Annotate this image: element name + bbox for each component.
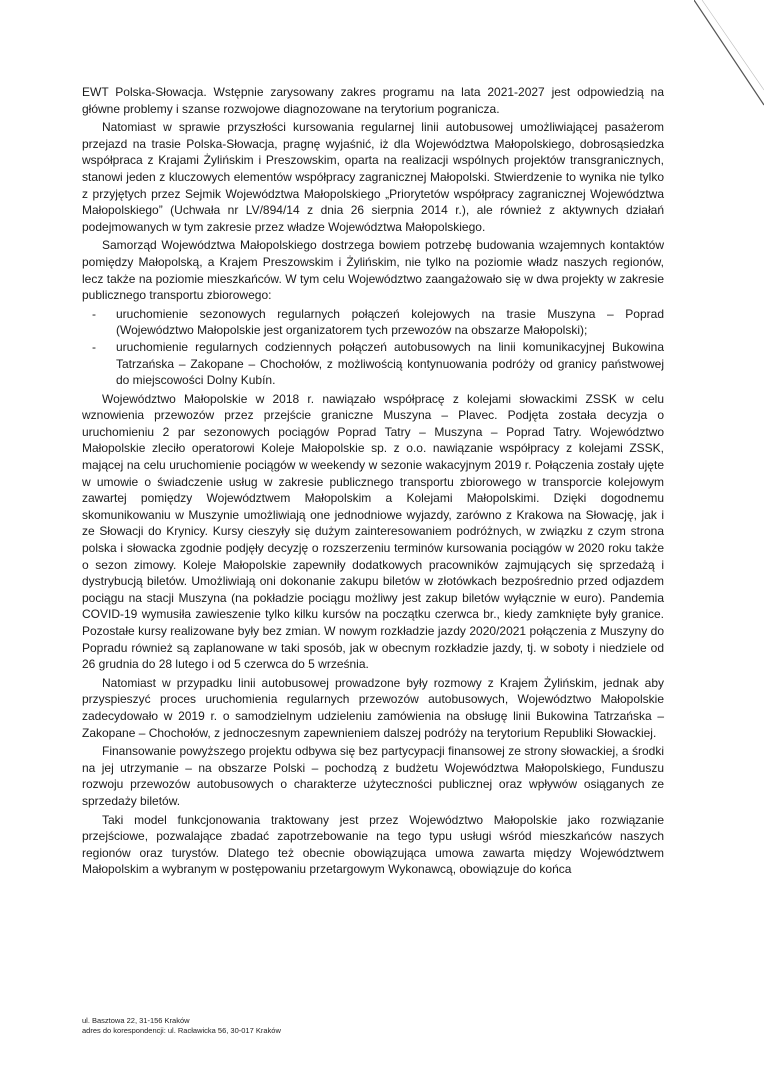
footer-address xyxy=(82,1016,281,1036)
paragraph: Samorząd Województwa Małopolskiego dostrzega bowiem potrzebę budowania wzajemnych kontaktów pomiędzy Małopolską, a Krajem Preszowskim i Żylińskim, nie tylko na poziomie władz naszych regionów, lecz także na poziomie mieszkańców. W tym celu Województwo zaangażowało się w dwa projekty w zakresie publicznego transportu zbiorowego: xyxy=(82,238,664,303)
bullet-dash: - xyxy=(92,339,96,354)
paragraph: Finansowanie powyższego projektu odbywa się bez partycypacji finansowej ze strony słowackiej, a środki na jej utrzymanie – na obszarze Polski – pochodzą z budżetu Województwa Małopolskiego, Funduszu rozwoju przewozów autobusowych o charakterze użyteczności publicznej oraz wpływów osiąganych ze sprzedaży biletów. xyxy=(82,744,664,808)
bullet-item xyxy=(82,306,664,339)
bullet-item xyxy=(82,339,664,389)
paragraph: Taki model funkcjonowania traktowany jest przez Województwo Małopolskie jako rozwiązanie przejściowe, pozwalające zbadać zapotrzebowanie na tego typu usługi wśród mieszkańców naszych regionów oraz turystów. Dlatego też obecnie obowiązująca umowa zawarta między Województwem Małopolskim a wybranym w postępowaniu przetargowym Wykonawcą, obowiązuje do końca xyxy=(82,812,664,877)
bullet-text: uruchomienie sezonowych regularnych połączeń kolejowych na trasie Muszyna – Poprad (Województwo Małopolskie jest organizatorem tych przewozów na obszarze Małopolski); xyxy=(116,306,664,338)
bullet-dash: - xyxy=(92,306,96,321)
footer-line: ul. Basztowa 22, 31-156 Kraków xyxy=(82,1016,190,1025)
paragraph: EWT Polska-Słowacja. Wstępnie zarysowany zakres programu na lata 2021-2027 jest odpowiedzią na główne problemy i szanse rozwojowe diagnozowane na terytorium pogranicza. xyxy=(82,85,664,116)
bullet-text: uruchomienie regularnych codziennych połączeń autobusowych na linii komunikacyjnej Bukowina Tatrzańska – Zakopane – Chochołów, z możliwością kontynuowania podróży od granicy państwowej do miejscowości Dolny Kubín. xyxy=(116,339,664,388)
bullet-list xyxy=(82,306,664,389)
paragraph: Natomiast w przypadku linii autobusowej prowadzone były rozmowy z Krajem Żylińskim, jednak aby przyspieszyć proces uruchomienia regularnych przewozów autobusowych, Województwo Małopolskie zadecydowało w 2019 r. o samodzielnym udzieleniu zamówienia na obsługę linii Bukowina Tatrzańska – Zakopane – Chochołów, z jednoczesnym zapewnieniem dalszej podróży na terytorium Republiki Słowackiej. xyxy=(82,675,664,740)
paragraph: Natomiast w sprawie przyszłości kursowania regularnej linii autobusowej umożliwiającej pasażerom przejazd na trasie Polska-Słowacja, pragnę wyjaśnić, iż dla Województwa Małopolskiego, dobrosąsiedzka współpraca z Krajami Żylińskim i Preszowskim, oparta na realizacji wspólnych projektów transgranicznych, stanowi jeden z kluczowych elementów współpracy zagranicznej Małopolski. Stwierdzenie to wynika nie tylko z przyjętych przez Sejmik Województwa Małopolskiego „Priorytetów współpracy zagranicznej Województwa Małopolskiego” (Uchwała nr LV/894/14 z dnia 26 sierpnia 2014 r.), ale również z aktywnych działań podejmowanych w tym zakresie przez władze Województwa Małopolskiego. xyxy=(82,120,664,234)
page-corner-fold xyxy=(694,0,764,110)
paragraph: Województwo Małopolskie w 2018 r. nawiązało współpracę z kolejami słowackimi ZSSK w celu wznowienia przewozów przez przejście graniczne Muszyna – Plavec. Podjęta została decyzja o uruchomieniu 2 par sezonowych pociągów Poprad Tatry – Muszyna – Poprad Tatry. Województwo Małopolskie zleciło operatorowi Koleje Małopolskie sp. z o.o. nawiązanie współpracy z kolejami ZSSK, mającej na celu uruchomienie pociągów w weekendy w sezonie wakacyjnym 2019 r. Połączenia zostały ujęte w umowie o świadczenie usług w zakresie publicznego transportu zbiorowego w transporcie kolejowym zawartej pomiędzy Województwem Małopolskim a Kolejami Małopolskimi. Dzięki dogodnemu skomunikowaniu w Muszynie umożliwiają one jednodniowe wyjazdy, zarówno z Krakowa na Słowację, jak i ze Słowacji do Krynicy. Kursy cieszyły się dużym zainteresowaniem podróżnych, w związku z czym strona polska i słowacka zgodnie podjęły decyzję o rozszerzeniu terminów kursowania pociągów w 2020 roku także o sezon zimowy. Koleje Małopolskie zapewniły dodatkowych pracowników zajmujących się sprzedażą i dystrybucją biletów. Umożliwiają oni dokonanie zakupu biletów w złotówkach bezpośrednio przed odjazdem pociągu na stacji Muszyna (na pokładzie pociągu możliwy jest zakup biletów wyłącznie w euro). Pandemia COVID-19 wymusiła zawieszenie tylko kilku kursów na początku czerwca br., kiedy zamknięte były granice. Pozostałe kursy realizowane były bez zmian. W nowym rozkładzie jazdy 2020/2021 połączenia z Muszyny do Popradu również są zaplanowane w taki sposób, jak w obecnym rozkładzie jazdy, tj. w soboty i niedziele od 26 grudnia do 28 lutego i od 5 czerwca do 5 września. xyxy=(82,391,664,672)
footer-line: adres do korespondencji: ul. Racławicka 56, 30-017 Kraków xyxy=(82,1026,281,1035)
document-body xyxy=(82,84,664,880)
